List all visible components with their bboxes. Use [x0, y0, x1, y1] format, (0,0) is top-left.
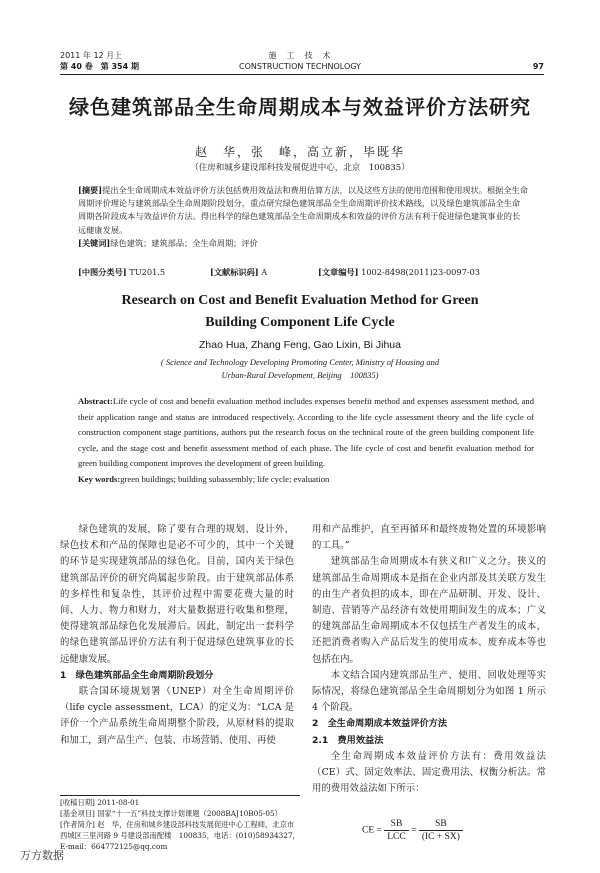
- formula-lhs: CE =: [362, 825, 382, 836]
- paper-title-en-line2: Building Component Life Cycle: [205, 315, 395, 330]
- abstract-cn-text: 提出全生命周期成本效益评价方法包括费用效益法和费用估算方法，以及这些方法的使用范围和使用现状。根据全生命周期评价理论与建筑部品全生命周期阶段划分，重点研究绿色建筑部品全生命周期评价技术路线，以及绿色建筑部品全生命周期各阶段成本与效益评价方法。得出科学的绿色建筑部品全生命周期成本和效益的评价方法有利于促进绿色建筑事业的长远健康发展。: [78, 185, 528, 235]
- lca-definition-paragraph: 联合国环境规划署（UNEP）对全生命周期评价（life cycle assessment，LCA）的定义为：“LCA 是评价一个产品系统生命周期整个阶段，从原材料的提取和加工，到产品生产、包装、市场营销、使用、再使: [60, 686, 294, 746]
- volume-issue: 第 40 卷 第 354 期: [60, 62, 139, 71]
- affiliation-cn: （住房和城乡建设部科技发展促进中心，北京 100835）: [190, 163, 410, 173]
- footnote: [60, 797, 300, 852]
- journal-name-cn: 施 工 技 术: [268, 51, 332, 60]
- formula-fraction-1: $\frac{SB}{\text{LCC}}$: [384, 818, 408, 843]
- journal-name-en: CONSTRUCTION TECHNOLOGY: [239, 62, 361, 71]
- page-number: 97: [532, 62, 544, 71]
- stage-paragraph: 本文结合国内建筑部品生产、使用、回收处理等实际情况，将绿色建筑部品全生命周期划分为如图 1 所示 4 个阶段。: [312, 669, 546, 714]
- abstract-en-text: Life cycle of cost and benefit evaluation method includes expenses benefit method and expenses assessment method, and their application range and status are introduced respectively. According to the life cycle assessment theory and the life cycle of construction component stage partitions, authors put the research focus on the technical route of the green building component life cycle, and the stage cost and benefit assessment method of each phase. The life cycle of cost and benefit evaluation method for green building component improves the development of green building.: [78, 396, 534, 468]
- abstract-cn-label: [摘要]: [78, 185, 103, 195]
- footnote-rule: [60, 795, 300, 796]
- paper-title-en-line1: Research on Cost and Benefit Evaluation Method for Green: [121, 293, 479, 308]
- article-number: [文章编号] 1002-8498(2011)23-0097-03: [318, 267, 480, 277]
- ce-formula: [362, 818, 542, 852]
- section-heading-2: 2 全生命周期成本效益评价方法: [312, 718, 448, 730]
- header-rule: [60, 74, 544, 75]
- paper-title-en: [0, 290, 600, 334]
- authors-en: Zhao Hua, Zhang Feng, Gao Lixin, Bi Jihua: [199, 339, 401, 351]
- formula-fraction-2: $\frac{SB}{(IC + SX)}$: [419, 818, 463, 843]
- subsection-heading-2-1: 2.1 费用效益法: [312, 734, 384, 746]
- abstract-cn: [78, 184, 528, 250]
- lca-continuation: 用和产品维护，直至再循环和最终废物处置的环境影响的工具。”: [312, 524, 546, 552]
- author-bio: [作者简介] 赵 华，住房和城乡建设部科技发展促进中心工程师，北京市西城区三里河路 9 号建设部南配楼 100835，电话：(010)58934327，E-mail：664772125@qq.com: [60, 820, 300, 851]
- watermark-text: 万方数据: [20, 849, 64, 862]
- abstract-en-label: Abstract:: [78, 396, 113, 406]
- body-left-column: [60, 522, 294, 749]
- fund-project: [基金项目] 国家“十一五”科技支撑计划课题（2008BAJ10B05-05）: [60, 809, 282, 818]
- received-date: [收稿日期] 2011-08-01: [60, 798, 140, 807]
- section-heading-1: 1 绿色建筑部品全生命周期阶段划分: [60, 669, 214, 681]
- intro-paragraph: 绿色建筑的发展，除了要有合理的规划、设计外，绿色技术和产品的保障也是必不可少的，其中一个关键的环节是实现建筑部品的绿色化。目前，国内关于绿色建筑部品评价的研究尚属起步阶段。由于建筑部品体系的多样性和复杂性，其评价过程中需要花费大量的时间、人力、物力和财力，对大量数据进行收集和整理，使得建筑部品绿色化发展滞后。因此，制定出一套科学的绿色建筑部品评价方法有利于促进绿色建筑事业的长远健康发展。: [60, 524, 294, 665]
- paper-title-cn: 绿色建筑部品全生命周期成本与效益评价方法研究: [69, 95, 531, 119]
- clc-number: [中图分类号] TU201.5: [78, 267, 166, 277]
- issue-date: 2011 年 12 月上: [60, 51, 123, 60]
- formula-equals: =: [411, 825, 417, 836]
- keywords-en-text: green buildings; building subassembly; life cycle; evaluation: [120, 473, 330, 484]
- abstract-en: [78, 394, 534, 487]
- keywords-en-label: Key words:: [78, 473, 121, 484]
- body-right-column: [312, 522, 546, 797]
- authors-cn: 赵 华，张 峰，高立新，毕既华: [194, 145, 405, 159]
- methods-paragraph: 全生命周期成本效益评价方法有：费用效益法（CE）式、固定效率法、固定费用法、权衡分析法。常用的费用效益法如下所示：: [312, 750, 546, 795]
- keywords-cn-text: 绿色建筑；建筑部品；全生命周期；评价: [110, 237, 258, 248]
- lcc-paragraph: 建筑部品生命周期成本有狭义和广义之分。狭义的建筑部品生命周期成本是指在企业内部及其关联方发生的由生产者负担的成本，即在产品研制、开发、设计、制造、营销等产品经济有效使用期间发生的成本；广义的建筑部品生命周期成本不仅包括生产者发生的成本，还把消费者购入产品后发生的使用成本、废弃成本等也包括在内。: [312, 556, 546, 665]
- keywords-cn-label: [关键词]: [78, 237, 111, 248]
- affiliation-en: ( Science and Technology Developing Promoting Center, Ministry of Housing and Urban-Rural Development, Beijing 100835): [160, 357, 440, 380]
- document-code: [文献标识码] A: [210, 267, 268, 277]
